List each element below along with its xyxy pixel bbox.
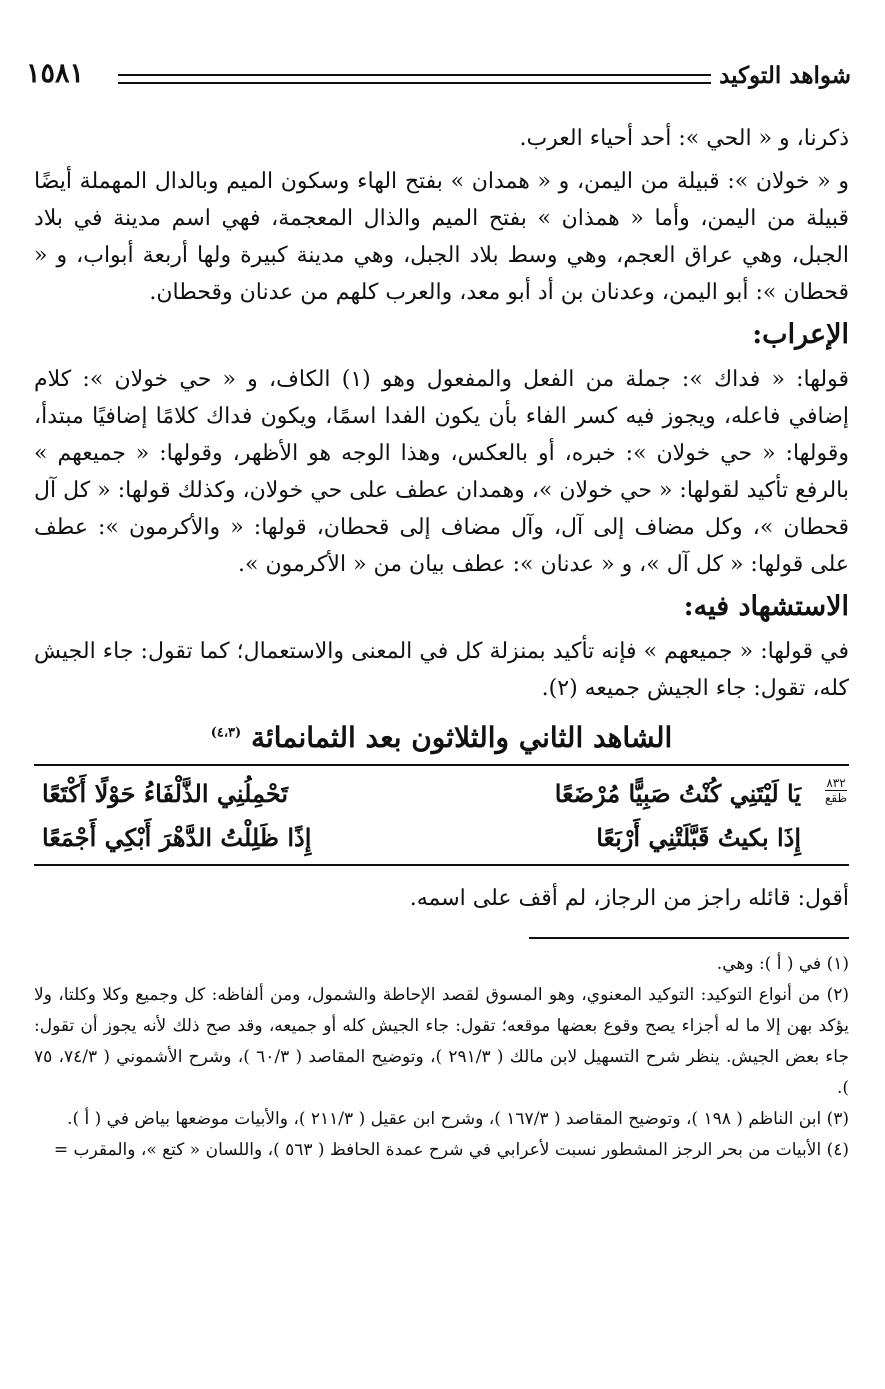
- verse-meter: ظقع: [824, 791, 847, 805]
- heading-istishhad: الاستشهاد فيه:: [683, 591, 849, 622]
- footnote-1: (١) في ( أ ): وهي.: [716, 954, 849, 974]
- verse-block: [34, 764, 849, 866]
- verse-number: [825, 776, 847, 805]
- section-title-text: الشاهد الثاني والثلاثون بعد الثمانمائة: [250, 721, 673, 754]
- page-number: ١٥٨١: [26, 58, 85, 89]
- verse-2-hemistich-left: إِذًا ظَلِلْتُ الدَّهْرَ أَبْكِي أَجْمَعًا: [42, 823, 312, 852]
- paragraph-5: أقول: قائله راجز من الرجاز، لم أقف على اسمه.: [409, 886, 849, 911]
- paragraph-4: في قولها: « جميعهم » فإنه تأكيد بمنزلة كل في المعنى والاستعمال؛ كما تقول: جاء الجيش كله، تقول: جاء الجيش جميعه (٢).: [34, 639, 849, 701]
- verse-1-hemistich-right: يَا لَيْتَنِي كُنْتُ صَبِيًّا مُرْضَعًا: [554, 779, 801, 808]
- paragraph-1: ذكرنا، و « الحي »: أحد أحياء العرب.: [519, 126, 849, 151]
- verse-line-1: [34, 772, 849, 816]
- heading-irab: الإعراب:: [752, 319, 849, 350]
- running-title: شواهد التوكيد: [719, 62, 851, 89]
- paragraph-2: و « خولان »: قبيلة من اليمن، و « همدان » بفتح الهاء وسكون الميم وبالدال المهملة أيضًا قبيلة من اليمن، وأما « همذان » بفتح الميم والذال المعجمة، فهي اسم مدينة في بلاد الجبل، وهي عراق العجم، وهي وسط بلاد الجبل، وهي مدينة كبيرة ولها أربعة أبواب، و « قحطان »: أبو اليمن، وعدنان بن أد أبو معد، والعرب كلهم من عدنان وقحطان.: [34, 169, 849, 305]
- section-ref: (٤،٣): [210, 725, 242, 741]
- verse-number-value: ٨٣٢: [826, 776, 846, 790]
- verse-2-hemistich-right: إِذَا بكيتُ قَبَّلَتْنِي أَرْبَعًا: [596, 823, 801, 852]
- footnote-3: (٣) ابن الناظم ( ١٩٨ )، وتوضيح المقاصد ( ١٦٧/٣ )، وشرح ابن عقيل ( ٢١١/٣ )، والأبيات موضعها بياض في ( أ ).: [67, 1109, 849, 1129]
- section-title: [34, 721, 849, 754]
- verse-1-hemistich-left: تَحْمِلُنِي الذَّلْفَاءُ حَوْلًا أَكْتَعًا: [42, 779, 289, 808]
- page-header: [26, 58, 851, 98]
- paragraph-3: قولها: « فداك »: جملة من الفعل والمفعول وهو (١) الكاف، و « حي خولان »: كلام إضافي فاعله، ويجوز فيه كسر الفاء بأن يكون الفدا اسمًا، ويكون فداك كلامًا إضافيًا مبتدأ، وقولها: « حي خولان »: خبره، أو بالعكس، وهذا الوجه هو الأظهر، وقولها: « جميعهم » بالرفع تأكيد لقولها: « حي خولان »، وهمدان عطف على حي خولان، وكذلك قولها: « كل آل قحطان »، وكل مضاف إلى آل، وآل مضاف إلى قحطان، قولها: « والأكرمون »: عطف على قولها: « كل آل »، و « عدنان »: عطف بيان من « الأكرمون ».: [34, 367, 849, 577]
- footnote-4: (٤) الأبيات من بحر الرجز المشطور نسبت لأعرابي في شرح عمدة الحافظ ( ٥٦٣ )، واللسان « كتع »، والمقرب =: [53, 1140, 849, 1160]
- footnote-2: (٢) من أنواع التوكيد: التوكيد المعنوي، وهو المسوق لقصد الإحاطة والشمول، ومن ألفاظه: كل وجميع وكلا وكلتا، ولا يؤكد بهن إلا ما له أجزاء يصح وقوع بعضها موقعه؛ تقول: جاء الجيش كله أو جميعه، وقد صح ذلك لأنه يجوز أن تقول: جاء بعض الجيش. ينظر شرح التسهيل لابن مالك ( ٢٩١/٣ )، وتوضيح المقاصد ( ٦٠/٣ )، وشرح الأشموني ( ٧٤/٣، ٧٥ ).: [34, 985, 849, 1098]
- verse-line-2: [34, 816, 849, 860]
- footnote-separator: [529, 937, 849, 939]
- header-rule: [118, 74, 711, 84]
- main-text: [34, 120, 849, 1166]
